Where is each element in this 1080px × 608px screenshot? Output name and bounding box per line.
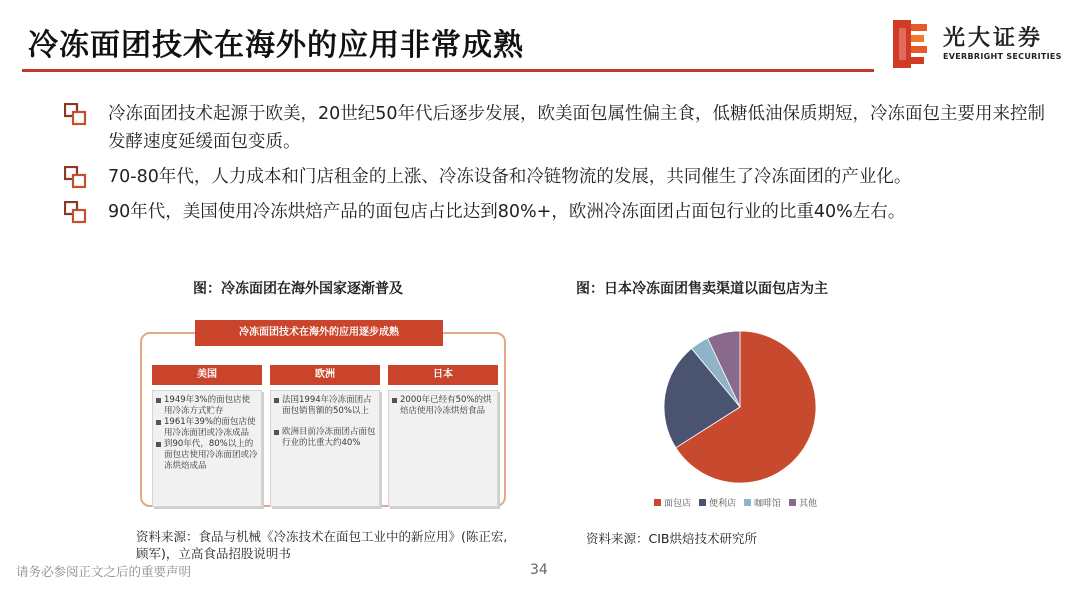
pie-legend [654, 496, 825, 509]
legend-label: 咖啡馆 [754, 499, 782, 509]
legend-label: 其他 [799, 499, 818, 509]
everbright-logo [893, 20, 1063, 70]
column-usa [152, 365, 262, 507]
legend-label: 便利店 [709, 499, 737, 509]
bullet-item [64, 163, 1054, 191]
column-list-item: 欧洲目前冷冻面团占面包行业的比重大约40% [271, 427, 379, 449]
bullet-list [64, 100, 1054, 233]
column-body [270, 390, 380, 507]
right-figure-caption: 图：日本冷冻面团售卖渠道以面包店为主 [576, 281, 828, 297]
legend-swatch [789, 499, 796, 506]
legend-swatch [744, 499, 751, 506]
logo-chinese-name: 光大证券 [943, 26, 1044, 51]
column-header: 欧洲 [270, 365, 380, 385]
bullet-square-icon [64, 201, 88, 225]
right-figure-source: 资料来源：CIB烘焙技术研究所 [586, 531, 757, 546]
legend-item [654, 496, 691, 509]
page-number: 34 [530, 562, 548, 578]
slide-title: 冷冻面团技术在海外的应用非常成熟 [28, 28, 524, 63]
bullet-item [64, 198, 1054, 226]
column-list-item: 1961年39%的面包店使用冷冻面团或冷冻成品 [153, 417, 261, 439]
column-list-item: 2000年已经有50%的烘焙店使用冷冻烘焙食品 [389, 395, 497, 417]
column-header: 美国 [152, 365, 262, 385]
left-figure-source: 资料来源：食品与机械《冷冻技术在面包工业中的新应用》(陈正宏,顾军)，立高食品招股说明书 [136, 529, 508, 561]
bullet-text: 冷冻面团技术起源于欧美，20世纪50年代后逐步发展，欧美面包属性偏主食，低糖低油保质期短，冷冻面包主要用来控制发酵速度延缓面包变质。 [108, 104, 1046, 152]
column-list-item: 法国1994年冷冻面团占面包销售额的50%以上 [271, 395, 379, 417]
column-list-item: 到90年代，80%以上的面包店使用冷冻面团或冷冻烘焙成品 [153, 439, 261, 472]
title-underline [22, 69, 874, 72]
column-list-item: 1949年3%的面包店使用冷冻方式贮存 [153, 395, 261, 417]
column-body [388, 390, 498, 507]
column-body [152, 390, 262, 507]
channel-pie-chart [660, 327, 820, 487]
legend-label: 面包店 [664, 499, 692, 509]
column-japan [388, 365, 498, 507]
legend-item [699, 496, 736, 509]
legend-item [744, 496, 781, 509]
legend-item [789, 496, 817, 509]
bullet-text: 90年代，美国使用冷冻烘焙产品的面包店占比达到80%+，欧洲冷冻面团占面包行业的比重40%左右。 [108, 202, 906, 222]
disclaimer-note: 请务必参阅正文之后的重要声明 [16, 564, 192, 579]
column-header: 日本 [388, 365, 498, 385]
bullet-square-icon [64, 166, 88, 190]
left-figure-caption: 图：冷冻面团在海外国家逐渐普及 [193, 281, 403, 297]
bullet-text: 70-80年代，人力成本和门店租金的上涨、冷冻设备和冷链物流的发展，共同催生了冷冻面团的产业化。 [108, 167, 912, 187]
logo-english-name: EVERBRIGHT SECURITIES [943, 52, 1062, 61]
panel-title: 冷冻面团技术在海外的应用逐步成熟 [195, 320, 443, 346]
bullet-item [64, 100, 1054, 156]
legend-swatch [699, 499, 706, 506]
bullet-square-icon [64, 103, 88, 127]
legend-swatch [654, 499, 661, 506]
everbright-logo-icon [893, 20, 929, 68]
column-europe [270, 365, 380, 507]
